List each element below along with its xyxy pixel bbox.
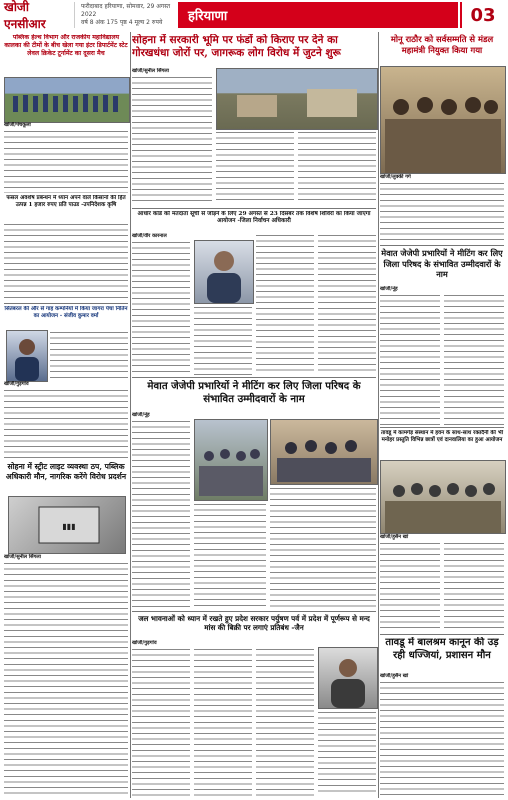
story1-byline: खोजी/पंचकूला [4,122,31,128]
section-title: हरियाणा [188,9,228,24]
story8-photo-left [194,419,268,501]
story9-headline: तावडू में कामगेड़ संस्थान में हवन के साथ-साथ रक्तदैनी की भी मनोहर प्रस्तुति विभिन्न छात्रों एवं दानवालिया का हुआ आयोजन [380,430,504,443]
story10-portrait [318,647,378,709]
meeting-group-graphic [195,420,267,500]
story3-byline: खोजी/लुक्की गर्ग [380,174,411,180]
story5-photo [8,496,126,554]
issue-meta [81,2,181,28]
felicitation-group-graphic [381,67,505,173]
story3-photo [380,66,506,174]
story9-photo [380,460,506,534]
story2-byline: खोजी/सुनील सिंगला [132,68,169,74]
story7-headline: मेवात जेजेपी प्रभारियों ने मीटिंग कर लिए जिला परिषद के संभावित उम्मीदवारों के नाम [381,248,503,279]
land-site-graphic [217,69,377,129]
story1-subhead-block [4,195,128,221]
story11-byline: खोजी/हुसैन खां [380,673,409,679]
story10-byline: खोजी/गुड़गांव [132,640,157,646]
story9-byline: खोजी/हुसैन खां [380,534,409,540]
section-band [178,2,458,28]
cricket-team-graphic [5,78,129,122]
story6-headline: आधार कार्ड को मतदाता सूची से जोड़ने के लिए 29 अगस्त से 23 दिसंबर तक विशेष शिविरों का किया जाएगा आयोजन -जिला निर्वाचन अधिकारी [137,211,371,225]
story7-byline: खोजी/नूंह [380,286,398,292]
story2-headline: सोहना में सरकारी भूमि पर फंडों को किराए पर देने का गोरखधंधा जोरों पर, जागरूक लोग विरोध में जुटने शुरू [132,34,341,59]
story1-photo [4,77,130,123]
meeting-hall-graphic [271,420,377,484]
story6-byline: खोजी/वीर कारनाल [132,233,167,239]
story1-subhead: फसल अवशेष प्रबन्धन में ध्यान अपने वाले किसानों की हित उत्पन्न 1 हजार रुपए प्रति पाउड -उपनिदेशक कृषि [6,195,126,208]
street-light-graphic [9,497,125,553]
story2-photo [216,68,378,130]
svg-text:▮▮▮: ▮▮▮ [62,522,76,531]
story11-headline: तावडू में बालश्रम कानून की उड़ रही धज्जियां, प्रशासन मौन [385,637,499,661]
story5-byline: खोजी/सुनील सिंगला [4,554,41,560]
story1-sub-body [4,222,128,300]
story4-byline: खोजी/गुड़गांव [4,381,29,387]
story10-headline: जल भावनाओं को ध्यान में रखते हुए प्रदेश सरकार पर्युषण पर्व में प्रदेश में पूर्णरूप से मन्द मांस की बिक्री पर लगाएं प्रतिबंध -जैन [138,614,370,632]
story8-headline: मेवात जेजेपी प्रभारियों ने मीटिंग कर लिए जिला परिषद के संभावित उम्मीदवारों के नाम [147,380,361,405]
story3-headline: मोनू राठौर को सर्वसम्मति से मंडल महामंत्री नियुक्त किया गया [390,34,494,55]
hawan-ceremony-graphic [381,461,505,533]
story4-headline: सितंबरल की और से गाह कम्पनियों में किया जागरा पेंचा नितिन का आयोजन - संजीव कुमार वर्मा [4,306,128,319]
story1-body [4,129,128,193]
story4-portrait [6,330,48,382]
person-icon [7,331,47,381]
story8-photo-right [270,419,378,485]
person-icon [319,648,377,708]
story6-portrait [194,240,254,304]
brand-logo: खोजी एनसीआर [4,2,75,28]
story8-byline: खोजी/नूंह [132,412,150,418]
issue-info: वर्ष 8 अंक 175 पृष्ठ 4 मूल्य 2 रुपये [81,19,163,26]
official-portrait-icon [195,241,253,303]
story5-headline: सोहना में स्ट्रीट लाइट व्यवस्था ठप, पब्लिक अधिकारी मौन, नागरिक करेंगे विरोध प्रदर्शन [5,462,127,481]
page-number: 03 [460,2,504,28]
story1-headline-block [4,34,128,76]
issue-date: फरीदाबाद हरियाणा, सोमवार, 29 अगस्त 2022 [81,3,170,18]
story1-headline: पब्लिक हेल्थ विभाग और राजकीय महाविद्यालय कालका की टीमों के बीच खेला गया इंटर डिपार्टमेंट स्टेट लेवल क्रिकेट टूर्नामेंट का दूसरा मैच [4,34,128,57]
